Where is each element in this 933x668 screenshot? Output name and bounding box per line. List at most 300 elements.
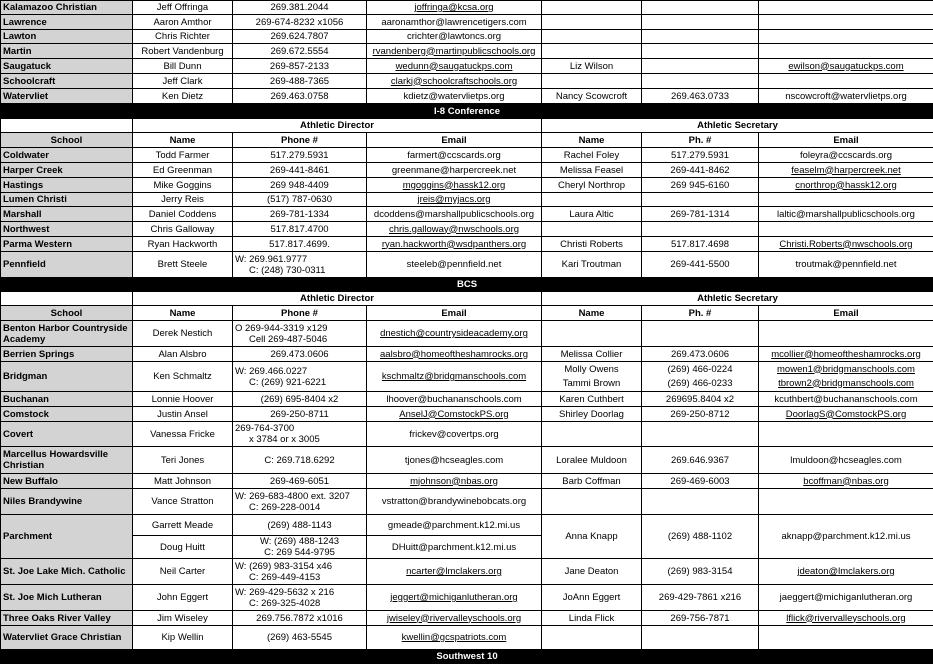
email-link[interactable]: wedunn@saugatuckps.com [395,60,513,72]
phone-line: W: 269-429-5632 x 216 [235,586,335,598]
table-row [1,237,933,252]
column-header: Email [759,306,933,321]
sec-email [759,59,933,74]
table-row [1,252,933,278]
ad-phone [233,59,367,74]
phone-line: Cell 269-487-5046 [249,333,328,345]
sec-name: Kari Troutman [542,252,642,278]
email-link: kcuthbert@buchananschools.com [774,393,918,405]
sec-email [759,163,933,178]
sec-phone [642,422,759,447]
table-row [1,489,933,515]
school-name: Lawrence [1,15,133,30]
phone-line: C: 269-228-0014 [249,501,321,513]
ad-phone [233,207,367,222]
ad-phone [233,559,367,585]
sec-phone [642,30,759,44]
school-name: Kalamazoo Christian [1,1,133,15]
sec-name: Cheryl Northrop [542,178,642,193]
ad-phone [233,321,367,347]
sec-email [759,237,933,252]
column-header: Phone # [233,133,367,148]
ad-email [367,422,542,447]
conference-header: BCS [1,278,933,292]
sec-name: Melissa Collier [542,347,642,362]
ad-name: Matt Johnson [133,474,233,489]
grp-row [1,292,933,306]
sec-email [759,474,933,489]
ad-phone [233,222,367,237]
sec-name: Laura Altic [542,207,642,222]
school-name: Saugatuck [1,59,133,74]
phone-line: 517.279.5931 [270,149,329,161]
email-link[interactable]: clarkj@schoolcraftschools.org [390,75,518,87]
ad-name: Neil Carter [133,559,233,585]
ad-name: Jeff Offringa [133,1,233,15]
ad-phone [233,163,367,178]
school-name: St. Joe Lake Mich. Catholic [1,559,133,585]
school-name: Martin [1,44,133,59]
sec-phone [642,15,759,30]
sec-name [542,422,642,447]
sec-name [542,74,642,89]
phone-line: C: (248) 730-0311 [249,264,326,276]
school-name: Harper Creek [1,163,133,178]
school-name: Bridgman [1,362,133,392]
school-name: Watervliet [1,89,133,104]
ad-email [367,474,542,489]
phone-line: 269.473.0606 [270,348,329,360]
sec-phone [642,321,759,347]
school-name: Schoolcraft [1,74,133,89]
sec-email [759,321,933,347]
sec-name: Rachel Foley [542,148,642,163]
ad-email [367,407,542,422]
email-link: jaeggert@michiganlutheran.org [779,592,913,603]
ad-phone [233,30,367,44]
blank-cell [1,119,133,133]
sec-phone [642,626,759,650]
table-row [1,407,933,422]
ad-email [367,559,542,585]
sec-phone: 269-469-6003 [642,474,759,489]
email-link[interactable]: lflick@rivervalleyschools.org [786,612,906,624]
conf-row [1,278,933,292]
email-link[interactable]: jeggert@michiganlutheran.org [390,592,518,603]
sec-email [759,347,933,362]
sec-email [759,74,933,89]
school-name: Hastings [1,178,133,193]
table-row [1,422,933,447]
sec-name: Barb Coffman [542,474,642,489]
column-header: School [1,306,133,321]
sec-name-line: Molly Owens [564,363,619,375]
email-link: steeleb@pennfield.net [406,259,502,270]
ad-email [367,447,542,474]
sec-phone: 269-756-7871 [642,611,759,626]
ad-name: Alan Alsbro [133,347,233,362]
athletic-secretary-header: Athletic Secretary [542,119,933,133]
sec-name: Linda Flick [542,611,642,626]
ad-phone [233,392,367,407]
ad-email [367,611,542,626]
sec-email [759,392,933,407]
grp-row [1,119,933,133]
ad-name: Ed Greenman [133,163,233,178]
sec-phone: (269) 488-1102 [642,515,759,559]
email-link[interactable]: jdeaton@lmclakers.org [797,566,895,577]
column-header: Ph. # [642,306,759,321]
ad-name: Jerry Reis [133,193,233,207]
table-row [1,148,933,163]
email-link[interactable]: mgoggins@hassk12.org [402,179,506,191]
school-name: Comstock [1,407,133,422]
column-header: Name [542,133,642,148]
table-row [1,222,933,237]
ad-name: Garrett Meade [133,515,233,536]
phone-line: 269-857-2133 [269,60,330,72]
table-row [1,626,933,650]
phone-line: 269-469-6051 [269,475,330,487]
ad-phone [233,536,367,559]
hdr-row [1,133,933,148]
column-header: Email [367,133,542,148]
ad-name: Teri Jones [133,447,233,474]
ad-name: Vance Stratton [133,489,233,515]
sec-email [759,207,933,222]
ad-phone [233,474,367,489]
sec-phone-line: (269) 466-0233 [667,377,733,389]
ad-email [367,89,542,104]
ad-name: Vanessa Fricke [133,422,233,447]
table-row [1,178,933,193]
athletic-secretary-header: Athletic Secretary [542,292,933,306]
email-link[interactable]: ewilson@saugatuckps.com [788,60,904,72]
email-link[interactable]: mjohnson@nbas.org [410,475,498,487]
column-header: Phone # [233,306,367,321]
conf-row [1,104,933,119]
email-link: foleyra@ccscards.org [799,149,892,161]
sec-phone [642,44,759,59]
email-link[interactable]: jwiseley@rivervalleyschools.org [386,612,522,624]
email-link: laltic@marshallpublicschools.org [777,208,915,220]
ad-phone [233,44,367,59]
email-link[interactable]: joffringa@kcsa.org [414,2,494,13]
table-row [1,44,933,59]
column-header: School [1,133,133,148]
ad-email [367,321,542,347]
email-link[interactable]: feaselm@harpercreek.net [791,164,901,176]
ad-email [367,148,542,163]
phone-line: 269.756.7872 x1016 [256,612,343,624]
school-name: Three Oaks River Valley [1,611,133,626]
sec-phone [642,489,759,515]
email-link[interactable]: AnselJ@ComstockPS.org [399,408,509,420]
email-link[interactable]: kwellin@gcspatriots.com [401,632,507,643]
sec-phone-line: (269) 466-0224 [667,363,733,375]
sec-phone: 269-250-8712 [642,407,759,422]
phone-line: W: (269) 488-1243 [259,536,340,547]
ad-name: Ryan Hackworth [133,237,233,252]
ad-phone [233,89,367,104]
school-name: Benton Harbor Countryside Academy [1,321,133,347]
email-link: aknapp@parchment.k12.mi.us [781,531,911,542]
email-link: tjones@hcseagles.com [404,454,504,466]
email-link: dcoddens@marshallpublicschools.org [373,208,535,220]
email-link[interactable]: cnorthrop@hassk12.org [795,179,897,191]
table-row [1,362,933,392]
school-name: Watervliet Grace Christian [1,626,133,650]
ad-name: Chris Richter [133,30,233,44]
phone-line: C: 269-325-4028 [249,597,321,609]
sec-phone: 269-781-1314 [642,207,759,222]
ad-email [367,252,542,278]
phone-line: 269 948-4409 [270,179,329,191]
phone-line: 269-250-8711 [270,408,329,420]
ad-phone [233,148,367,163]
ad-name: Doug Huitt [133,536,233,559]
ad-email [367,489,542,515]
phone-line: C: 269.718.6292 [264,454,335,466]
email-link[interactable]: rvandenberg@martinpublicschools.org [372,45,536,57]
ad-name: Brett Steele [133,252,233,278]
phone-line: 517.817.4700 [270,223,329,235]
phone-line: 269.463.0758 [270,90,329,102]
ad-name: Justin Ansel [133,407,233,422]
ad-phone [233,626,367,650]
ad-email [367,585,542,611]
ad-name: Ken Schmaltz [133,362,233,392]
ad-email [367,30,542,44]
table-row [1,321,933,347]
sec-name: Shirley Doorlag [542,407,642,422]
ad-name: Mike Goggins [133,178,233,193]
sec-email [759,222,933,237]
phone-line: (269) 695-8404 x2 [260,393,339,405]
email-link[interactable]: aalsbro@homeoftheshamrocks.org [380,348,528,360]
ad-phone [233,362,367,392]
table-row [1,474,933,489]
ad-phone [233,252,367,278]
table-row [1,347,933,362]
ad-email [367,536,542,559]
athletic-director-header: Athletic Director [133,119,542,133]
sec-name: Christi Roberts [542,237,642,252]
conf-row [1,650,933,664]
conference-header: Southwest 10 [1,650,933,664]
sec-phone: 517.279.5931 [642,148,759,163]
email-link: aaronamthor@lawrencetigers.com [381,16,527,28]
sec-email [759,362,933,392]
ad-email [367,347,542,362]
sec-name: Liz Wilson [542,59,642,74]
sec-name: Nancy Scowcroft [542,89,642,104]
sec-phone [642,222,759,237]
email-link[interactable]: tbrown2@bridgmanschools.com [778,377,914,389]
ad-email [367,222,542,237]
sec-email [759,422,933,447]
ad-email [367,59,542,74]
ad-phone [233,74,367,89]
sec-name [542,44,642,59]
school-name: Buchanan [1,392,133,407]
column-header: Name [133,306,233,321]
email-link: lmuldoon@hcseagles.com [790,454,902,466]
email-link[interactable]: mowen1@bridgmanschools.com [777,363,915,375]
sec-name [542,489,642,515]
ad-phone [233,515,367,536]
ad-phone [233,489,367,515]
email-link[interactable]: kschmaltz@bridgmanschools.com [381,371,527,382]
table-row [1,89,933,104]
school-name: Covert [1,422,133,447]
school-name: Marshall [1,207,133,222]
sec-email [759,30,933,44]
sec-phone [642,59,759,74]
ad-name: Jeff Clark [133,74,233,89]
sec-name [542,193,642,207]
ad-name: John Eggert [133,585,233,611]
ad-phone [233,15,367,30]
ad-name: Jim Wiseley [133,611,233,626]
sec-phone: 269-441-8462 [642,163,759,178]
sec-phone: 517.817.4698 [642,237,759,252]
email-link[interactable]: chris.galloway@nwschools.org [388,223,520,235]
ad-email [367,1,542,15]
sec-name [542,362,642,392]
phone-line: 517.817.4699. [269,238,330,250]
table-row [1,559,933,585]
email-link[interactable]: bcoffman@nbas.org [803,475,889,487]
hdr-row [1,306,933,321]
ad-email [367,15,542,30]
table-row [1,515,933,536]
ad-phone [233,407,367,422]
ad-phone [233,1,367,15]
table-row [1,585,933,611]
column-header: Name [133,133,233,148]
sec-email [759,15,933,30]
table-row [1,163,933,178]
ad-email [367,207,542,222]
sec-email [759,44,933,59]
sec-name: Anna Knapp [542,515,642,559]
ad-email [367,44,542,59]
column-header: Email [367,306,542,321]
column-header: Email [759,133,933,148]
sec-email [759,515,933,559]
sec-phone [642,74,759,89]
ad-name: Aaron Amthor [133,15,233,30]
ad-phone [233,422,367,447]
table-row [1,74,933,89]
school-name: Coldwater [1,148,133,163]
ad-email [367,626,542,650]
school-name: Lumen Christi [1,193,133,207]
email-link[interactable]: ncarter@lmclakers.org [406,566,502,577]
phone-line: 269-441-8461 [269,164,330,176]
sec-phone: (269) 983-3154 [642,559,759,585]
email-link: lhoover@buchananschools.com [386,393,522,405]
phone-line: 269.672.5554 [270,45,329,57]
sec-email [759,89,933,104]
sec-phone [642,1,759,15]
sec-name: Karen Cuthbert [542,392,642,407]
phone-line: (269) 463-5545 [267,632,332,643]
ad-phone [233,347,367,362]
email-link: farmert@ccscards.org [407,149,501,161]
table-row [1,1,933,15]
table-row [1,193,933,207]
sec-name [542,15,642,30]
ad-phone [233,178,367,193]
sec-email [759,559,933,585]
email-link[interactable]: Christi.Roberts@nwschools.org [779,238,913,250]
sec-email [759,626,933,650]
sec-email [759,148,933,163]
phone-line: W: (269) 983-3154 x46 [235,560,332,572]
sec-name [542,321,642,347]
phone-line: W: 269-683-4800 ext. 3207 [235,490,350,502]
ad-email [367,392,542,407]
email-link[interactable]: jreis@myjacs.org [417,194,491,205]
school-name: Marcellus Howardsville Christian [1,447,133,474]
sec-name: Melissa Feasel [542,163,642,178]
sec-name: JoAnn Eggert [542,585,642,611]
ad-email [367,193,542,207]
phone-line: O 269-944-3319 x129 [235,322,328,334]
phone-line: (517) 787-0630 [267,194,332,205]
phone-line: C: (269) 921-6221 [249,376,327,388]
email-link: troutmak@pennfield.net [795,259,897,270]
phone-line: W: 269.961.9777 [235,253,308,265]
sec-phone: 269-429-7861 x216 [642,585,759,611]
column-header: Name [542,306,642,321]
sec-name [542,1,642,15]
sec-phone: 269.473.0606 [642,347,759,362]
sec-phone [642,193,759,207]
sec-name [542,222,642,237]
table-row [1,611,933,626]
email-link: nscowcroft@watervlietps.org [785,90,907,102]
table-row [1,30,933,44]
email-link[interactable]: dnestich@countrysideacademy.org [380,328,528,339]
sec-phone: 269-441-5500 [642,252,759,278]
email-link[interactable]: mcollier@homeoftheshamrocks.org [771,348,921,360]
column-header: Ph. # [642,133,759,148]
phone-line: W: 269.466.0227 [235,365,308,377]
sec-name [542,626,642,650]
sec-email [759,585,933,611]
email-link: vstratton@brandywinebobcats.org [381,496,527,507]
ad-name: Robert Vandenburg [133,44,233,59]
email-link[interactable]: ryan.hackworth@wsdpanthers.org [381,238,527,250]
email-link[interactable]: DoorlagS@ComstockPS.org [785,408,907,420]
phone-line: 269-488-7365 [269,75,330,87]
school-name: Lawton [1,30,133,44]
sec-email [759,489,933,515]
blank-cell [1,292,133,306]
sec-phone: 269695.8404 x2 [642,392,759,407]
sec-email [759,252,933,278]
ad-email [367,362,542,392]
ad-email [367,178,542,193]
school-name: Niles Brandywine [1,489,133,515]
conference-header: I-8 Conference [1,104,933,119]
email-link: greenmane@harpercreek.net [391,164,517,176]
ad-name: Daniel Coddens [133,207,233,222]
sec-email [759,193,933,207]
